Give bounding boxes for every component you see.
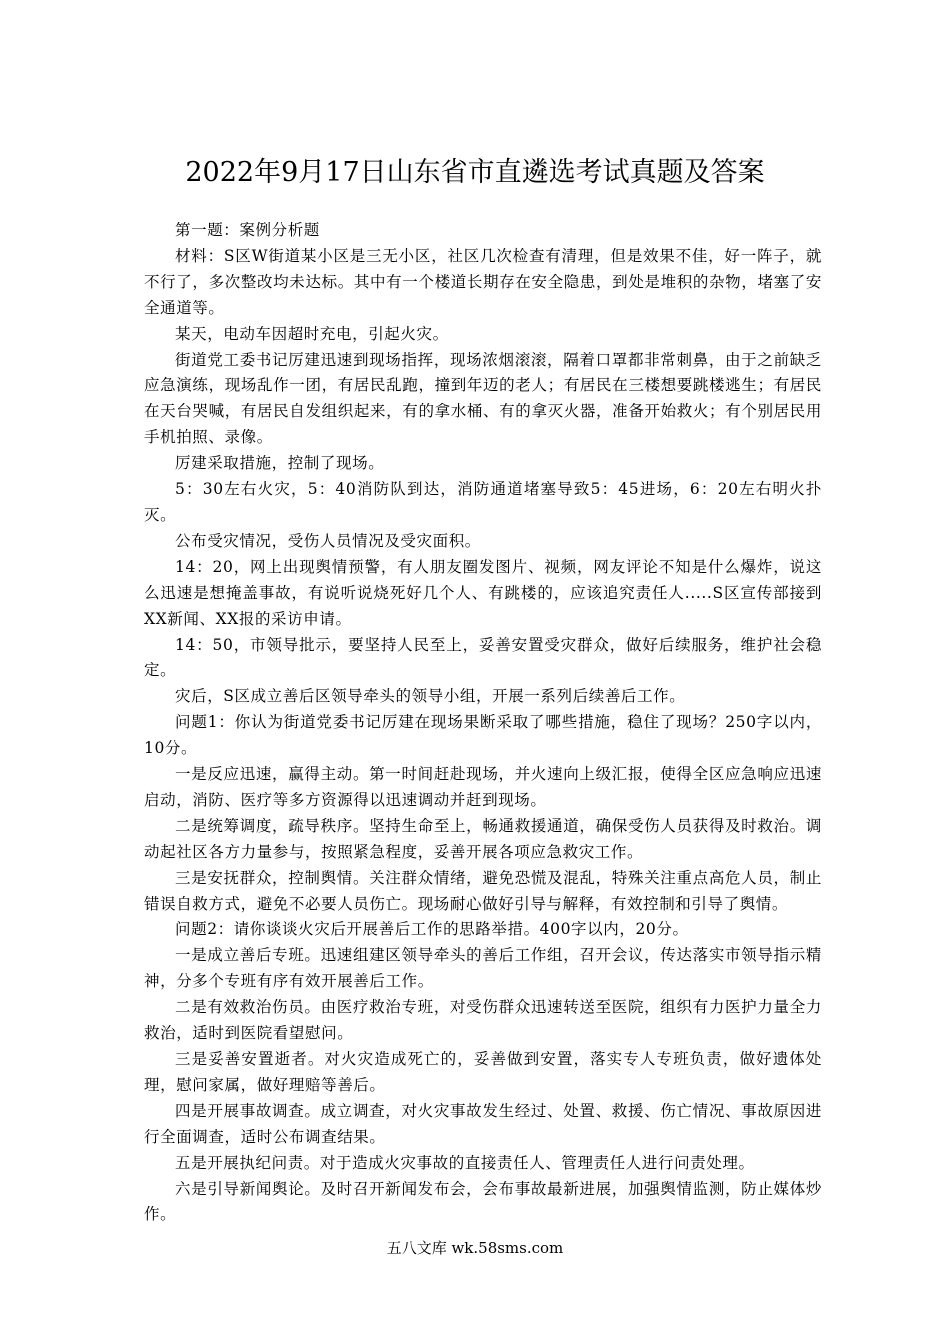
answer-paragraph: 六是引导新闻舆论。及时召开新闻发布会，会布事故最新进展，加强舆情监测，防止媒体炒作。 [144,1179,822,1224]
paragraph: 14：50，市领导批示，要坚持人民至上，妥善安置受灾群众，做好后续服务，维护社会稳定。 [144,635,822,680]
question-paragraph: 问题2：请你谈谈火灾后开展善后工作的思路举措。400字以内，20分。 [175,920,689,939]
answer-paragraph: 三是安抚群众，控制舆情。关注群众情绪，避免恐慌及混乱，特殊关注重点高危人员，制止错误自救方式，避免不必要人员伤亡。现场耐心做好引导与解释，有效控制和引导了舆情。 [144,868,822,913]
paragraph: 材料：S区W街道某小区是三无小区，社区几次检查有清理，但是效果不佳，好一阵子，就不行了，多次整改均未达标。其中有一个楼道长期存在安全隐患，到处是堆积的杂物，堵塞了安全通道等。 [144,246,822,317]
paragraph: 街道党工委书记厉建迅速到现场指挥，现场浓烟滚滚，隔着口罩都非常刺鼻，由于之前缺乏应急演练，现场乱作一团，有居民乱跑，撞到年迈的老人；有居民在三楼想要跳楼逃生；有居民在天台哭喊，有居民自发组织起来，有的拿水桶、有的拿灭火器，准备开始救火；有个别居民用手机拍照、录像。 [144,350,822,447]
paragraph: 5：30左右火灾，5：40消防队到达，消防通道堵塞导致5：45进场，6：20左右明火扑灭。 [144,480,822,524]
paragraph: 14：20，网上出现舆情预警，有人朋友圈发图片、视频，网友评论不知是什么爆炸，说这么迅速是想掩盖事故，有说听说烧死好几个人、有跳楼的，应该追究责任人.....S区宣传部接到XX新闻、XX报的采访申请。 [144,557,822,628]
answer-paragraph: 二是统筹调度，疏导秩序。坚持生命至上，畅通救援通道，确保受伤人员获得及时救治。调动起社区各方力量参与，按照紧急程度，妥善开展各项应急救灾工作。 [144,816,822,861]
document-body [144,218,822,1228]
answer-paragraph: 一是反应迅速，赢得主动。第一时间赶赴现场，并火速向上级汇报，使得全区应急响应迅速启动，消防、医疗等多方资源得以迅速调动并赶到现场。 [144,765,822,809]
question-paragraph: 问题1：你认为街道党委书记厉建在现场果断采取了哪些措施，稳住了现场？250字以内，10分。 [144,713,822,758]
paragraph: 公布受灾情况，受伤人员情况及受灾面积。 [175,531,481,550]
document-title: 2022年9月17日山东省市直遴选考试真题及答案 [185,157,765,188]
paragraph: 厉建采取措施，控制了现场。 [175,454,385,473]
paragraph: 灾后，S区成立善后区领导牵头的领导小组，开展一系列后续善后工作。 [175,687,686,706]
answer-paragraph: 一是成立善后专班。迅速组建区领导牵头的善后工作组，召开会议，传达落实市领导指示精神，分多个专班有序有效开展善后工作。 [144,946,822,991]
paragraph: 某天，电动车因超时充电，引起火灾。 [175,324,449,343]
answer-paragraph: 四是开展事故调查。成立调查，对火灾事故发生经过、处置、救援、伤亡情况、事故原因进行全面调查，适时公布调查结果。 [144,1101,822,1146]
paragraph: 第一题：案例分析题 [175,221,320,239]
answer-paragraph: 五是开展执纪问责。对于造成火灾事故的直接责任人、管理责任人进行问责处理。 [175,1153,755,1172]
answer-paragraph: 二是有效救治伤员。由医疗救治专班，对受伤群众迅速转送至医院，组织有力医护力量全力救治，适时到医院看望慰问。 [144,998,822,1043]
page-footer: 五八文库 wk.58sms.com [386,1239,564,1257]
answer-paragraph: 三是妥善安置逝者。对火灾造成死亡的，妥善做到安置，落实专人专班负责，做好遗体处理，慰问家属，做好理赔等善后。 [144,1050,822,1094]
